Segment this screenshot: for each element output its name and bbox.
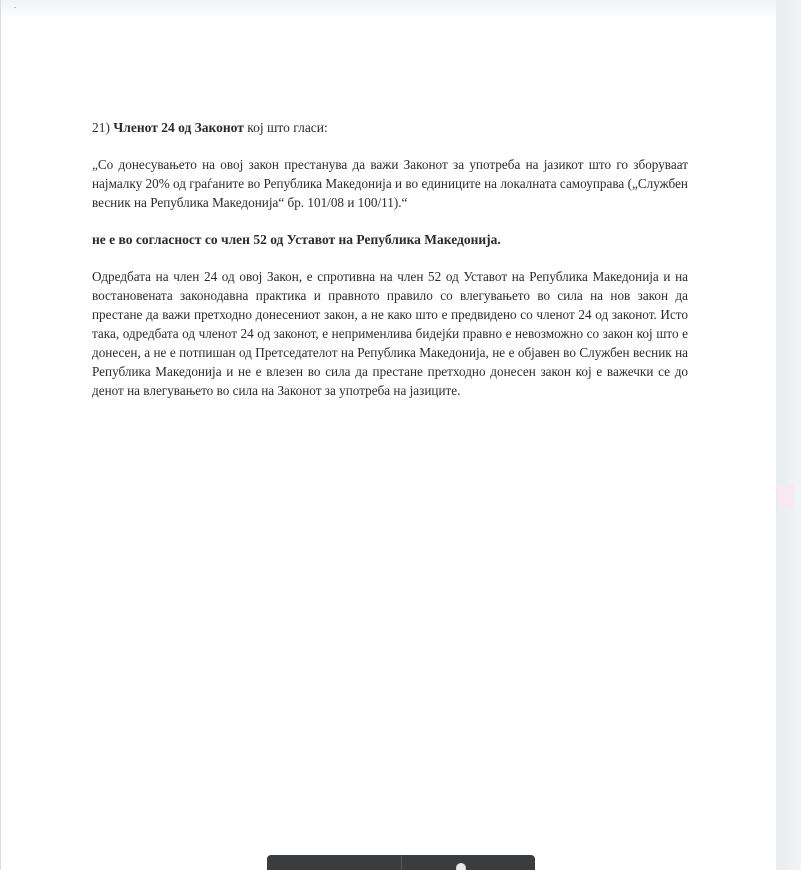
viewer-toolbar (267, 855, 535, 870)
page-top-band (1, 0, 777, 20)
explanation-paragraph: Одредбата на член 24 од овој Закон, е спротивна на член 52 од Уставот на Република Македонија и на востановената законодавна практика и правното правило со влегувањето во сила на нов закон да престане да важи претходно донесениот закон, а не како што е предвидено со членот 24 од законот. Исто така, одредбата од членот 24 од законот, е неприменлива бидејќи правно е невозможно со закон кој што е донесен, а не е потпишан од Претседателот на Република Македонија, не е објавен во Службен весник на Република Македонија и не е влезен во сила да престане претходно донесен закон кој е важечки се до денот на влегувањето во сила на Законот за употреба на јазиците. (92, 269, 688, 398)
page-content (92, 118, 688, 400)
scroll-marker[interactable] (778, 484, 794, 510)
heading-tail: кој што гласи: (243, 120, 328, 135)
scan-mark: ˘ (13, 6, 17, 15)
heading-number: 21) (92, 120, 114, 135)
toolbar-right-button[interactable] (402, 855, 536, 870)
heading-bold: Членот 24 од Законот (113, 120, 244, 135)
article-heading (92, 118, 688, 137)
constitutional-statement: не е во согласност со член 52 од Уставот на Република Македонија. (92, 232, 501, 247)
scrollbar-track[interactable] (776, 0, 801, 870)
toolbar-left-button[interactable] (267, 855, 402, 870)
quoted-article: „Со донесувањето на овој закон престанува да важи Законот за употреба на јазикот што го зборуваат најмалку 20% од граѓаните во Република Македонија и во единиците на локалната самоуправа („Службен весник на Република Македонија“ бр. 101/08 и 100/11).“ (92, 157, 688, 210)
zoom-icon[interactable] (456, 863, 466, 870)
